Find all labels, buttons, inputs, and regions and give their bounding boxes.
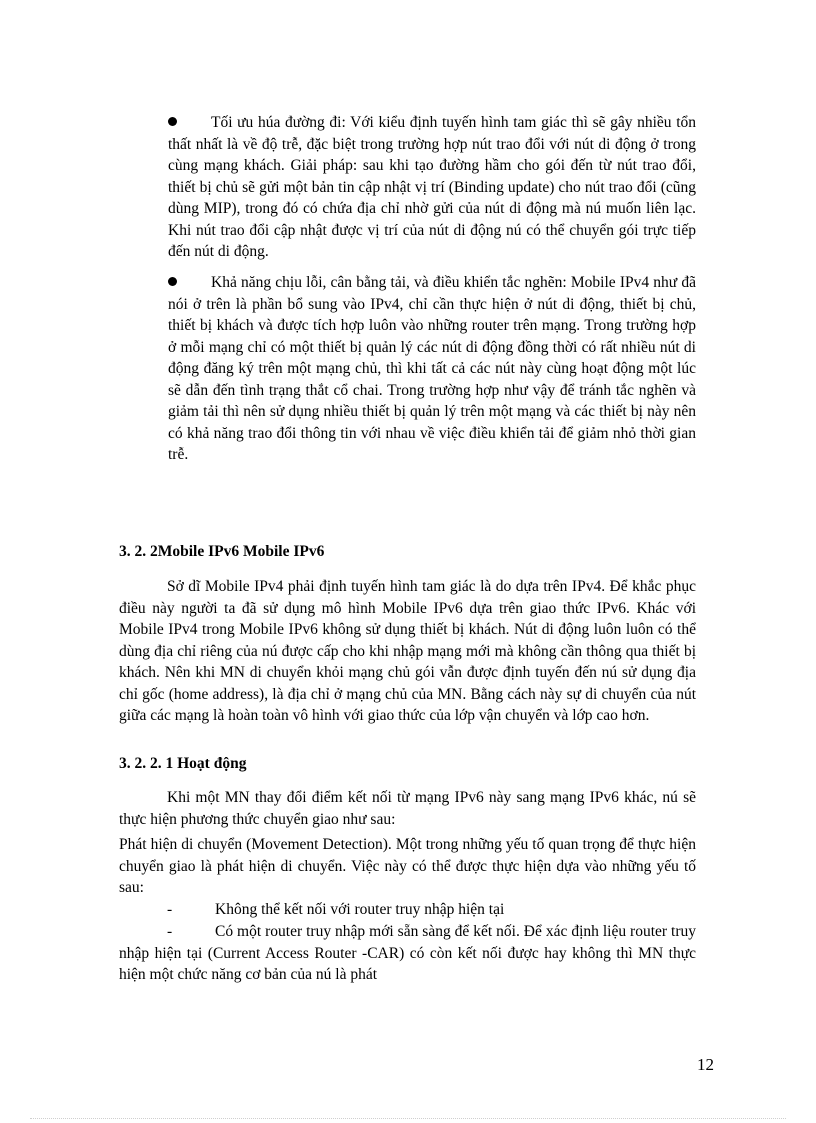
bullet-text: Tối ưu húa đường đi: Với kiểu định tuyến hình tam giác thì sẽ gây nhiều tổn thất nhất là về độ trễ, đặc biệt trong trường hợp nút trao đổi với nút di động ở trong cùng mạng khách. Giải pháp: sau khi tạo đường hầm cho gói đến từ nút trao đổi, thiết bị chủ sẽ gửi một bản tin cập nhật vị trí (Binding update) cho nút trao đổi (cũng dùng MIP), trong đó có chứa địa chỉ nhờ gửi của nút di động mà nú muốn liên lạc. Khi nút trao đổi cập nhật được vị trí của nút di động nú có thể chuyển gói trực tiếp đến nút di động. — [168, 114, 696, 260]
paragraph-movement-detection: Phát hiện di chuyển (Movement Detection). Một trong những yếu tố quan trọng để thực hiện chuyển giao là phát hiện di chuyển. Việc này có thể được thực hiện dựa vào những yếu tố sau: — [119, 836, 696, 896]
dash-item-text: Không thể kết nối với router truy nhập hiện tại — [215, 901, 505, 918]
page-number: 12 — [697, 1055, 714, 1074]
paragraph-mobile-ipv6-intro: Sở dĩ Mobile IPv4 phải định tuyến hình tam giác là do dựa trên IPv4. Để khắc phục điều này người ta đã sử dụng mô hình Mobile IPv6 dựa trên giao thức IPv6. Khác với Mobile IPv4 trong Mobile IPv6 không sử dụng thiết bị khách. Nút di động luôn luôn có thể dùng địa chỉ riêng của nú được cấp cho khi nhập mạng mới mà không cần thông qua thiết bị khách. Nên khi MN di chuyển khỏi mạng chủ gói vẫn được định tuyến đến nú sử dụng địa chỉ gốc (home address), là địa chỉ ở mạng chủ của MN. Bằng cách này sự di chuyển của nút giữa các mạng là hoàn toàn vô hình với giao thức của lớp vận chuyển và lớp cao hơn. — [119, 578, 696, 724]
dash-list-item — [119, 921, 696, 986]
section-heading-operation: 3. 2. 2. 1 Hoạt động — [119, 755, 247, 772]
dash-item-text: Có một router truy nhập mới sẵn sàng để kết nối. Để xác định liệu router truy nhập hiện tại (Current Access Router -CAR) có còn kết nối được hay không thì MN thực hiện một chức năng cơ bản của nú là phát — [119, 923, 696, 983]
bullet-icon — [168, 277, 177, 286]
dash-marker: - — [167, 923, 173, 940]
dash-marker: - — [167, 901, 173, 918]
bullet-text: Khả năng chịu lỗi, cân bằng tải, và điều khiển tắc nghẽn: Mobile IPv4 như đã nói ở trên là phần bổ sung vào IPv4, chỉ cần thực hiện ở nút di động, thiết bị chủ, thiết bị khách và được tích hợp luôn vào những router trên mạng. Trong trường hợp ở mỗi mạng chỉ có một thiết bị quản lý các nút di động đồng thời có rất nhiều nút di động đăng ký trên một mạng chủ, thì khi tất cả các nút này cùng hoạt động một lúc sẽ dẫn đến tình trạng thắt cổ chai. Trong trường hợp như vậy để tránh tắc nghẽn và giảm tải thì nên sử dụng nhiều thiết bị quản lý trên một mạng và các thiết bị này nên có khả năng trao đổi thông tin với nhau về việc điều khiển tải để giảm nhỏ thời gian trễ. — [168, 274, 696, 463]
bullet-icon — [168, 117, 177, 126]
bullet-paragraph-route-optimization — [168, 112, 696, 263]
bullet-paragraph-fault-tolerance — [168, 272, 696, 466]
dash-list-item — [119, 899, 696, 921]
paragraph-handover-intro: Khi một MN thay đổi điểm kết nối từ mạng IPv6 này sang mạng IPv6 khác, nú sẽ thực hiện phương thức chuyển giao như sau: — [119, 789, 696, 828]
page-bottom-divider — [30, 1118, 786, 1119]
section-heading-mobile-ipv6: 3. 2. 2Mobile IPv6 Mobile IPv6 — [119, 543, 325, 560]
